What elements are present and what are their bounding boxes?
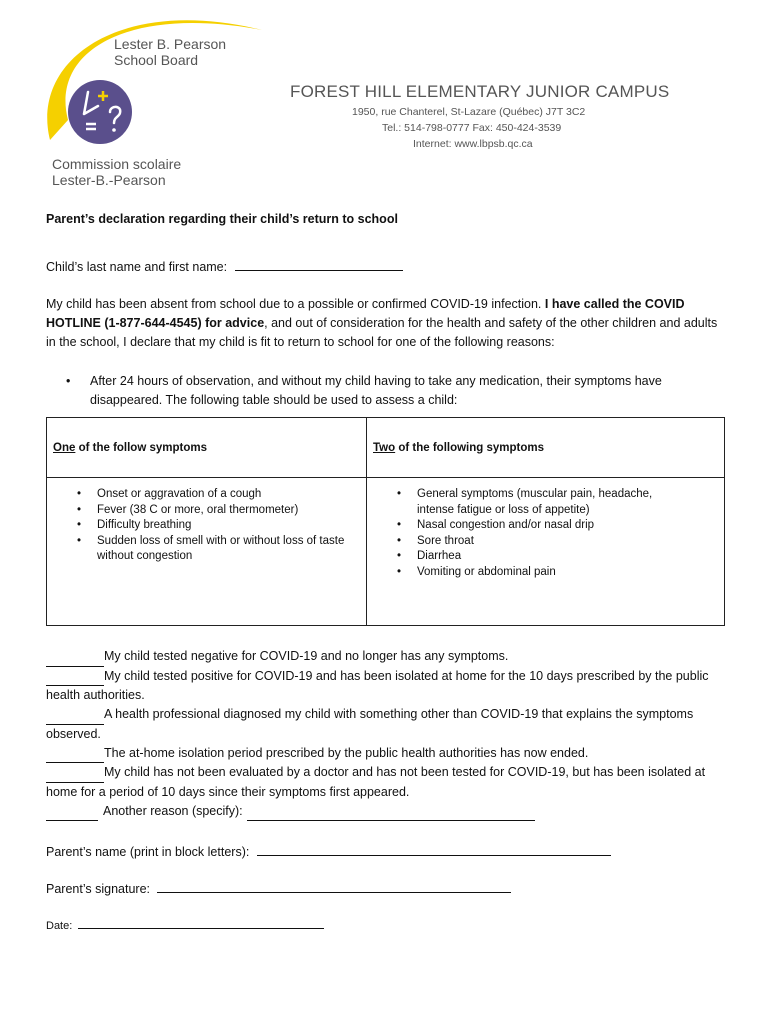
reason-checkline[interactable] <box>46 647 104 667</box>
list-item: • Sore throat <box>397 534 687 550</box>
reason-checkline[interactable] <box>46 763 104 783</box>
child-name-label: Child’s last name and first name: <box>46 260 228 274</box>
observation-bullet: • After 24 hours of observation, and without my child having to take any medication, their symptoms have disappeared. The following table should be used to assess a child: <box>66 374 662 407</box>
parent-name-label: Parent’s name (print in block letters): <box>46 845 250 859</box>
list-item: • Vomiting or abdominal pain <box>397 565 687 581</box>
campus-address <box>352 104 585 152</box>
board-name: Lester B. Pearson School Board <box>114 36 227 68</box>
reason-list <box>46 647 722 821</box>
date-label: Date: <box>46 920 73 932</box>
list-item: • Onset or aggravation of a cough <box>77 487 345 503</box>
reason-item: My child has not been evaluated by a doctor and has not been tested for COVID-19, but has been isolated at home for a period of 10 days since their symptoms first appeared. <box>46 765 706 799</box>
date-field[interactable] <box>78 918 324 929</box>
reason-item: Another reason (specify): <box>46 802 722 822</box>
child-name-field[interactable] <box>235 258 403 271</box>
reason-item: A health professional diagnosed my child with something other than COVID-19 that explains the symptoms observed. <box>46 707 694 741</box>
campus-name: FOREST HILL ELEMENTARY JUNIOR CAMPUS <box>290 82 670 101</box>
address-line: 1950, rue Chanterel, St-Lazare (Québec) J7T 3C2 <box>352 106 586 118</box>
child-name-row <box>46 258 403 277</box>
reason-item: The at-home isolation period prescribed by the public health authorities has now ended. <box>46 744 722 764</box>
parent-name-row <box>46 843 611 862</box>
form-title: Parent’s declaration regarding their child’s return to school <box>46 212 398 226</box>
list-item: • Nasal congestion and/or nasal drip <box>397 518 687 534</box>
col1-symptom-list <box>77 487 345 565</box>
other-reason-field[interactable] <box>247 802 535 822</box>
board-logo-emblem <box>68 80 132 144</box>
commission-name: Commission scolaire Lester-B.-Pearson <box>52 156 182 188</box>
list-item: • Fever (38 C or more, oral thermometer) <box>77 503 345 519</box>
internet-line: Internet: www.lbpsb.qc.ca <box>413 138 533 150</box>
hotline-emphasis: I have called the COVID HOTLINE (1-877-644-4545) for advice <box>46 297 685 330</box>
reason-checkline[interactable] <box>46 667 104 687</box>
parent-signature-field[interactable] <box>157 880 511 893</box>
list-item: • Difficulty breathing <box>77 518 345 534</box>
parent-name-field[interactable] <box>257 843 611 856</box>
intro-paragraph: My child has been absent from school due to a possible or confirmed COVID-19 infection. I have called the COVID HOTLINE (1-877-644-4545) for advice, and out of consideration for the health and safety of the other children and adults in the school, I declare that my child is fit to return to school for one of the following reasons: <box>46 297 718 349</box>
list-item: • General symptoms (muscular pain, headache, intense fatigue or loss of appetite) <box>397 487 687 518</box>
col1-header: One of the follow symptoms <box>53 442 207 454</box>
math-symbols-icon <box>68 80 132 144</box>
parent-signature-label: Parent’s signature: <box>46 882 150 896</box>
date-row <box>46 918 324 932</box>
reason-item: My child tested negative for COVID-19 and no longer has any symptoms. <box>46 647 722 667</box>
parent-signature-row <box>46 880 511 899</box>
list-item: • Sudden loss of smell with or without loss of taste without congestion <box>77 534 345 565</box>
list-item: • Diarrhea <box>397 549 687 565</box>
reason-checkline[interactable] <box>46 705 104 725</box>
reason-checkline[interactable] <box>46 802 98 822</box>
reason-item: My child tested positive for COVID-19 and has been isolated at home for the 10 days prescribed by the public health authorities. <box>46 668 709 703</box>
symptoms-table <box>46 417 725 626</box>
col2-header: Two of the following symptoms <box>373 442 545 454</box>
reason-checkline[interactable] <box>46 744 104 764</box>
col2-symptom-list <box>397 487 687 580</box>
phone-fax-line: Tel.: 514-798-0777 Fax: 450-424-3539 <box>382 122 562 134</box>
